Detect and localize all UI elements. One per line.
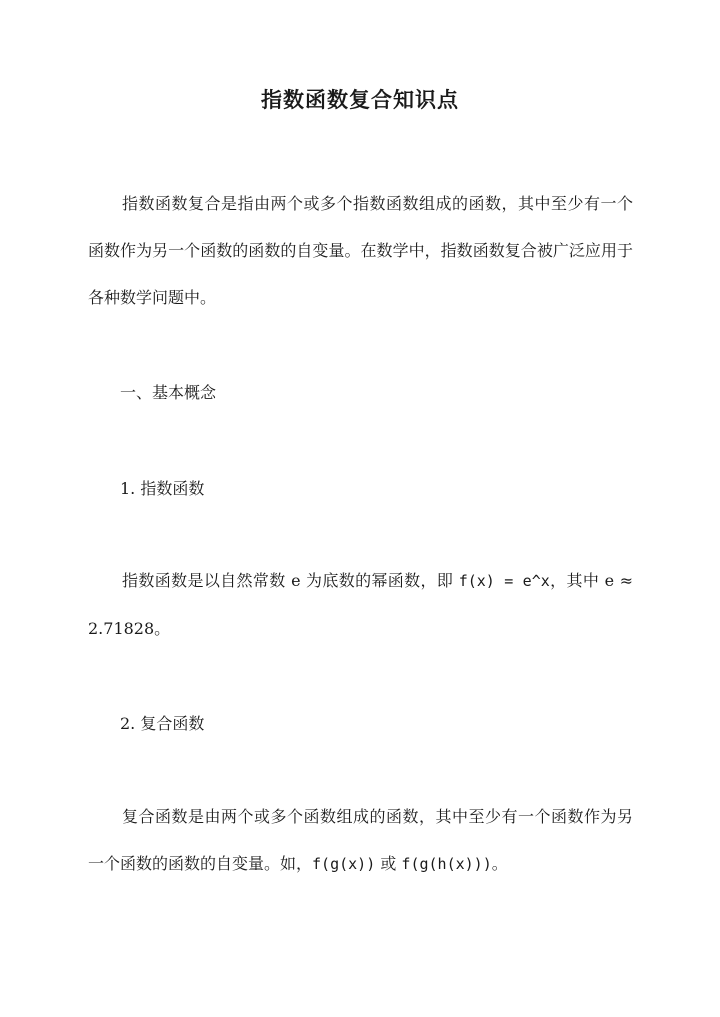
exponential-formula: f(x) = e^x	[458, 572, 550, 590]
section-heading-basic-concepts: 一、基本概念	[120, 383, 217, 402]
subsection-heading-composite-function: 2. 复合函数	[120, 714, 205, 733]
composite-formula-three: f(g(h(x)))	[401, 855, 492, 873]
exponential-function-paragraph	[88, 557, 633, 652]
euler-constant-text: ，其中 e ≈ 2.71828。	[88, 571, 633, 638]
intro-paragraph: 指数函数复合是指由两个或多个指数函数组成的函数，其中至少有一个函数作为另一个函数的函数的自变量。在数学中，指数函数复合被广泛应用于各种数学问题中。	[88, 194, 633, 307]
composite-definition-text: 复合函数是由两个或多个函数组成的函数，其中至少有一个函数作为另一个函数的函数的自变量。如，	[88, 807, 633, 873]
composite-function-paragraph	[88, 793, 633, 888]
exponential-definition-text: 指数函数是以自然常数 e 为底数的幂函数，即	[122, 571, 459, 590]
connector-text: 或	[375, 854, 402, 873]
document-title: 指数函数复合知识点	[261, 87, 459, 112]
composite-formula-two: f(g(x))	[312, 855, 376, 873]
subsection-heading-exponential-function: 1. 指数函数	[120, 479, 205, 498]
closing-punctuation: 。	[491, 854, 508, 873]
